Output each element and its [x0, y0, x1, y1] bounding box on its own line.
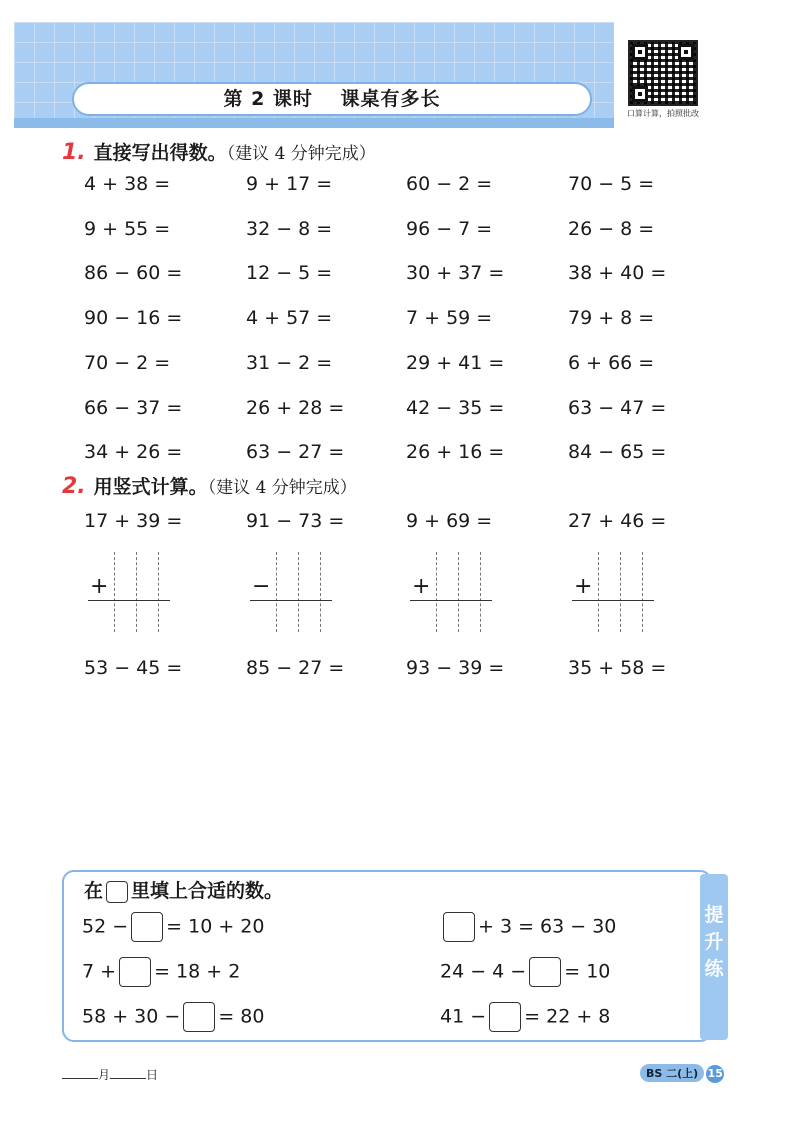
equation: 17 + 39 =	[84, 510, 183, 532]
answer-box[interactable]	[119, 957, 151, 987]
answer-box[interactable]	[529, 957, 561, 987]
operator-sign: +	[574, 574, 593, 599]
side-tab-char: 升	[704, 931, 724, 953]
header-band-bottom	[14, 118, 614, 128]
fill-blank-equation	[82, 1002, 264, 1032]
equation: 26 + 28 =	[246, 396, 345, 419]
equation: 96 − 7 =	[406, 217, 493, 240]
digit-guide-line	[276, 552, 277, 632]
operator-sign: −	[252, 574, 271, 599]
equation: 70 − 5 =	[568, 173, 655, 195]
side-tab-char: 提	[704, 904, 724, 926]
result-line	[88, 600, 170, 601]
side-tab-char: 练	[704, 958, 724, 980]
equation: 26 + 16 =	[406, 441, 505, 464]
equation: 86 − 60 =	[84, 262, 183, 285]
side-tab	[700, 874, 728, 1040]
equation: 91 − 73 =	[246, 510, 345, 532]
equation-post: = 10	[564, 960, 611, 983]
lesson-label: 第 2 课时	[223, 88, 313, 110]
equation-post: = 22 + 8	[524, 1005, 611, 1028]
vertical-calc-frame[interactable]	[410, 552, 500, 636]
digit-guide-line	[458, 552, 459, 632]
equation: 79 + 8 =	[568, 307, 655, 330]
equation: 4 + 38 =	[84, 173, 171, 195]
equation: 42 − 35 =	[406, 396, 505, 419]
equation: 29 + 41 =	[406, 351, 505, 374]
equation-post: = 10 + 20	[166, 915, 265, 938]
day-label: 日	[146, 1068, 159, 1082]
equation-post: = 80	[218, 1005, 265, 1028]
digit-guide-line	[320, 552, 321, 632]
digit-guide-line	[436, 552, 437, 632]
answer-box[interactable]	[443, 912, 475, 942]
month-label: 月	[98, 1068, 111, 1082]
digit-guide-line	[480, 552, 481, 632]
page-title	[72, 82, 592, 116]
digit-guide-line	[620, 552, 621, 632]
equation: 4 + 57 =	[246, 307, 333, 330]
equation-post: + 3 = 63 − 30	[478, 915, 617, 938]
equation-pre: 52 −	[82, 915, 129, 938]
digit-guide-line	[642, 552, 643, 632]
section-title-text: 直接写出得数。	[93, 142, 227, 164]
vertical-calc-frame[interactable]	[88, 552, 178, 636]
vertical-calc-frame[interactable]	[572, 552, 662, 636]
bonus-title	[84, 876, 283, 903]
vertical-calc-frame[interactable]	[250, 552, 340, 636]
digit-guide-line	[158, 552, 159, 632]
equation-pre: 24 − 4 −	[440, 960, 527, 983]
blank-box-icon	[106, 881, 128, 903]
equation: 9 + 55 =	[84, 217, 171, 240]
digit-guide-line	[298, 552, 299, 632]
equation-pre: 41 −	[440, 1005, 487, 1028]
bonus-title-pre: 在	[84, 880, 104, 902]
equation: 70 − 2 =	[84, 351, 171, 374]
digit-guide-line	[136, 552, 137, 632]
result-line	[410, 600, 492, 601]
equation: 53 − 45 =	[84, 657, 183, 679]
qr-finder	[632, 44, 648, 60]
qr-finder	[678, 44, 694, 60]
section-number: 2.	[62, 474, 86, 499]
operator-sign: +	[412, 574, 431, 599]
equation: 35 + 58 =	[568, 657, 667, 679]
section-number: 1.	[62, 140, 86, 165]
answer-box[interactable]	[183, 1002, 215, 1032]
fill-blank-equation	[82, 957, 240, 987]
section-1-title	[62, 138, 376, 165]
section-2-title	[62, 472, 357, 499]
day-blank[interactable]	[110, 1078, 146, 1079]
equation: 34 + 26 =	[84, 441, 183, 464]
operator-sign: +	[90, 574, 109, 599]
bonus-title-post: 里填上合适的数。	[131, 880, 284, 902]
section-hint: （建议 4 分钟完成）	[226, 144, 376, 164]
equation-pre: 58 + 30 −	[82, 1005, 181, 1028]
equation: 6 + 66 =	[568, 351, 655, 374]
equation: 7 + 59 =	[406, 307, 493, 330]
equation-pre: 7 +	[82, 960, 117, 983]
page-number: 15	[706, 1065, 724, 1083]
equation: 9 + 69 =	[406, 510, 493, 532]
equation: 66 − 37 =	[84, 396, 183, 419]
fill-blank-equation	[440, 1002, 610, 1032]
equation: 31 − 2 =	[246, 351, 333, 374]
equation: 60 − 2 =	[406, 173, 493, 195]
equation: 38 + 40 =	[568, 262, 667, 285]
qr-code-icon[interactable]	[628, 40, 698, 106]
equation: 63 − 47 =	[568, 396, 667, 419]
equation: 90 − 16 =	[84, 307, 183, 330]
equation: 84 − 65 =	[568, 441, 667, 464]
digit-guide-line	[114, 552, 115, 632]
equation: 32 − 8 =	[246, 217, 333, 240]
result-line	[572, 600, 654, 601]
equation: 30 + 37 =	[406, 262, 505, 285]
answer-box[interactable]	[131, 912, 163, 942]
section-title-text: 用竖式计算。	[93, 476, 208, 498]
equation: 12 − 5 =	[246, 262, 333, 285]
fill-blank-equation	[440, 957, 610, 987]
section-hint: （建议 4 分钟完成）	[207, 478, 357, 498]
answer-box[interactable]	[489, 1002, 521, 1032]
equation: 63 − 27 =	[246, 441, 345, 464]
fill-blank-equation	[82, 912, 264, 942]
page-footer	[640, 1064, 724, 1083]
digit-guide-line	[598, 552, 599, 632]
book-label: BS 二(上)	[640, 1064, 704, 1082]
equation: 9 + 17 =	[246, 173, 333, 195]
qr-finder	[632, 86, 648, 102]
topic-label: 课桌有多长	[340, 88, 441, 110]
result-line	[250, 600, 332, 601]
qr-caption: 口算计算，拍照批改	[627, 109, 699, 118]
month-blank[interactable]	[62, 1078, 98, 1079]
fill-blank-equation	[440, 912, 616, 942]
equation: 27 + 46 =	[568, 510, 667, 532]
equation: 85 − 27 =	[246, 657, 345, 679]
equation-post: = 18 + 2	[154, 960, 241, 983]
equation: 93 − 39 =	[406, 657, 505, 679]
date-line	[62, 1066, 158, 1083]
equation: 26 − 8 =	[568, 217, 655, 240]
